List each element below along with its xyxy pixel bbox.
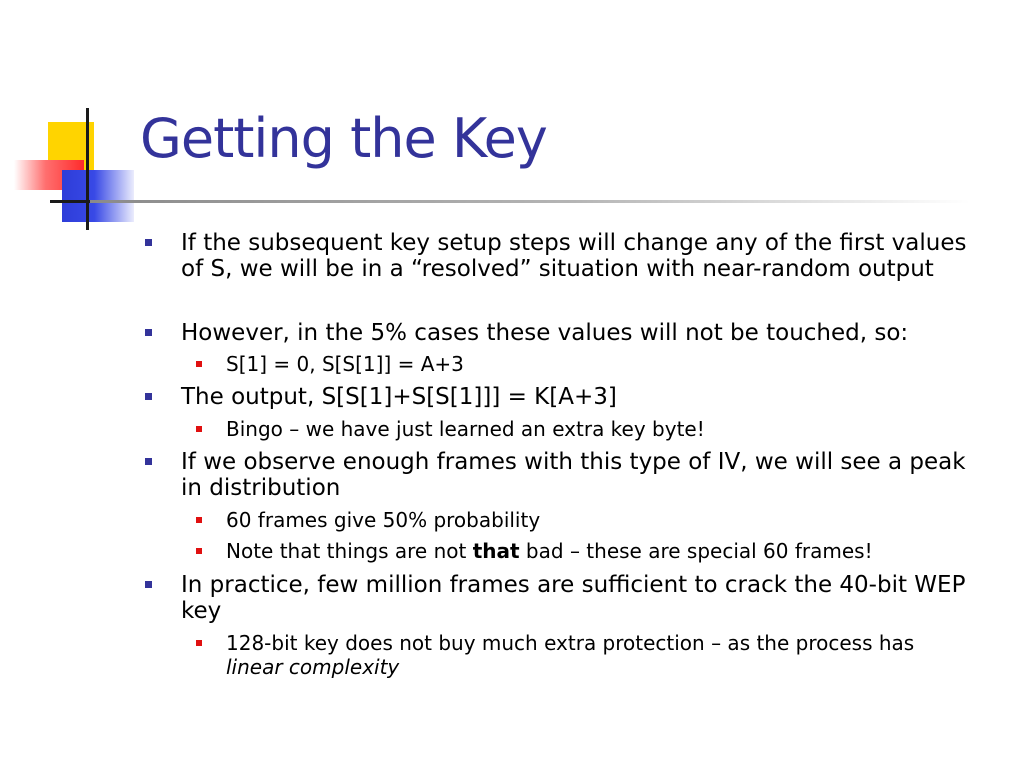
sub-bullet-item [196, 631, 976, 679]
sub-bullet-square-icon [196, 640, 202, 646]
sub-bullet-item [196, 352, 976, 376]
sub-bullet-text: 128-bit key does not buy much extra protection – as the process has linear complexity [226, 631, 915, 679]
bullet-text: The output, S[S[1]+S[S[1]]] = K[A+3] [181, 384, 617, 410]
sub-bullet-square-icon [196, 361, 202, 367]
bullet-item [145, 572, 975, 624]
bullet-square-icon [145, 393, 152, 400]
sub-bullet-text: 60 frames give 50% probability [226, 508, 541, 532]
bullet-item [145, 320, 975, 346]
emphasis-italic: linear complexity [226, 655, 400, 679]
sub-bullet-item [196, 539, 976, 563]
sub-bullet-square-icon [196, 548, 202, 554]
bullet-square-icon [145, 581, 152, 588]
bullet-text: If we observe enough frames with this type of IV, we will see a peak in distribution [181, 449, 966, 501]
bullet-item [145, 449, 975, 501]
sub-bullet-square-icon [196, 517, 202, 523]
bullet-square-icon [145, 458, 152, 465]
bullet-text: If the subsequent key setup steps will change any of the first values of S, we will be in a “resolved” situation with near-random output [181, 230, 967, 282]
bullet-text: However, in the 5% cases these values will not be touched, so: [181, 320, 909, 346]
slide-title: Getting the Key [140, 107, 547, 170]
bullet-square-icon [145, 329, 152, 336]
bullet-item [145, 384, 975, 410]
emphasis-bold: that [472, 539, 520, 563]
sub-bullet-item [196, 417, 976, 441]
sub-bullet-text: S[1] = 0, S[S[1]] = A+3 [226, 352, 464, 376]
sub-bullet-square-icon [196, 426, 202, 432]
sub-bullet-item [196, 508, 976, 532]
bullet-item [145, 230, 975, 282]
sub-bullet-text: Bingo – we have just learned an extra key byte! [226, 417, 705, 441]
sub-bullet-text: Note that things are not that bad – these are special 60 frames! [226, 539, 873, 563]
bullet-square-icon [145, 239, 152, 246]
bullet-text: In practice, few million frames are sufficient to crack the 40-bit WEP key [181, 572, 966, 624]
